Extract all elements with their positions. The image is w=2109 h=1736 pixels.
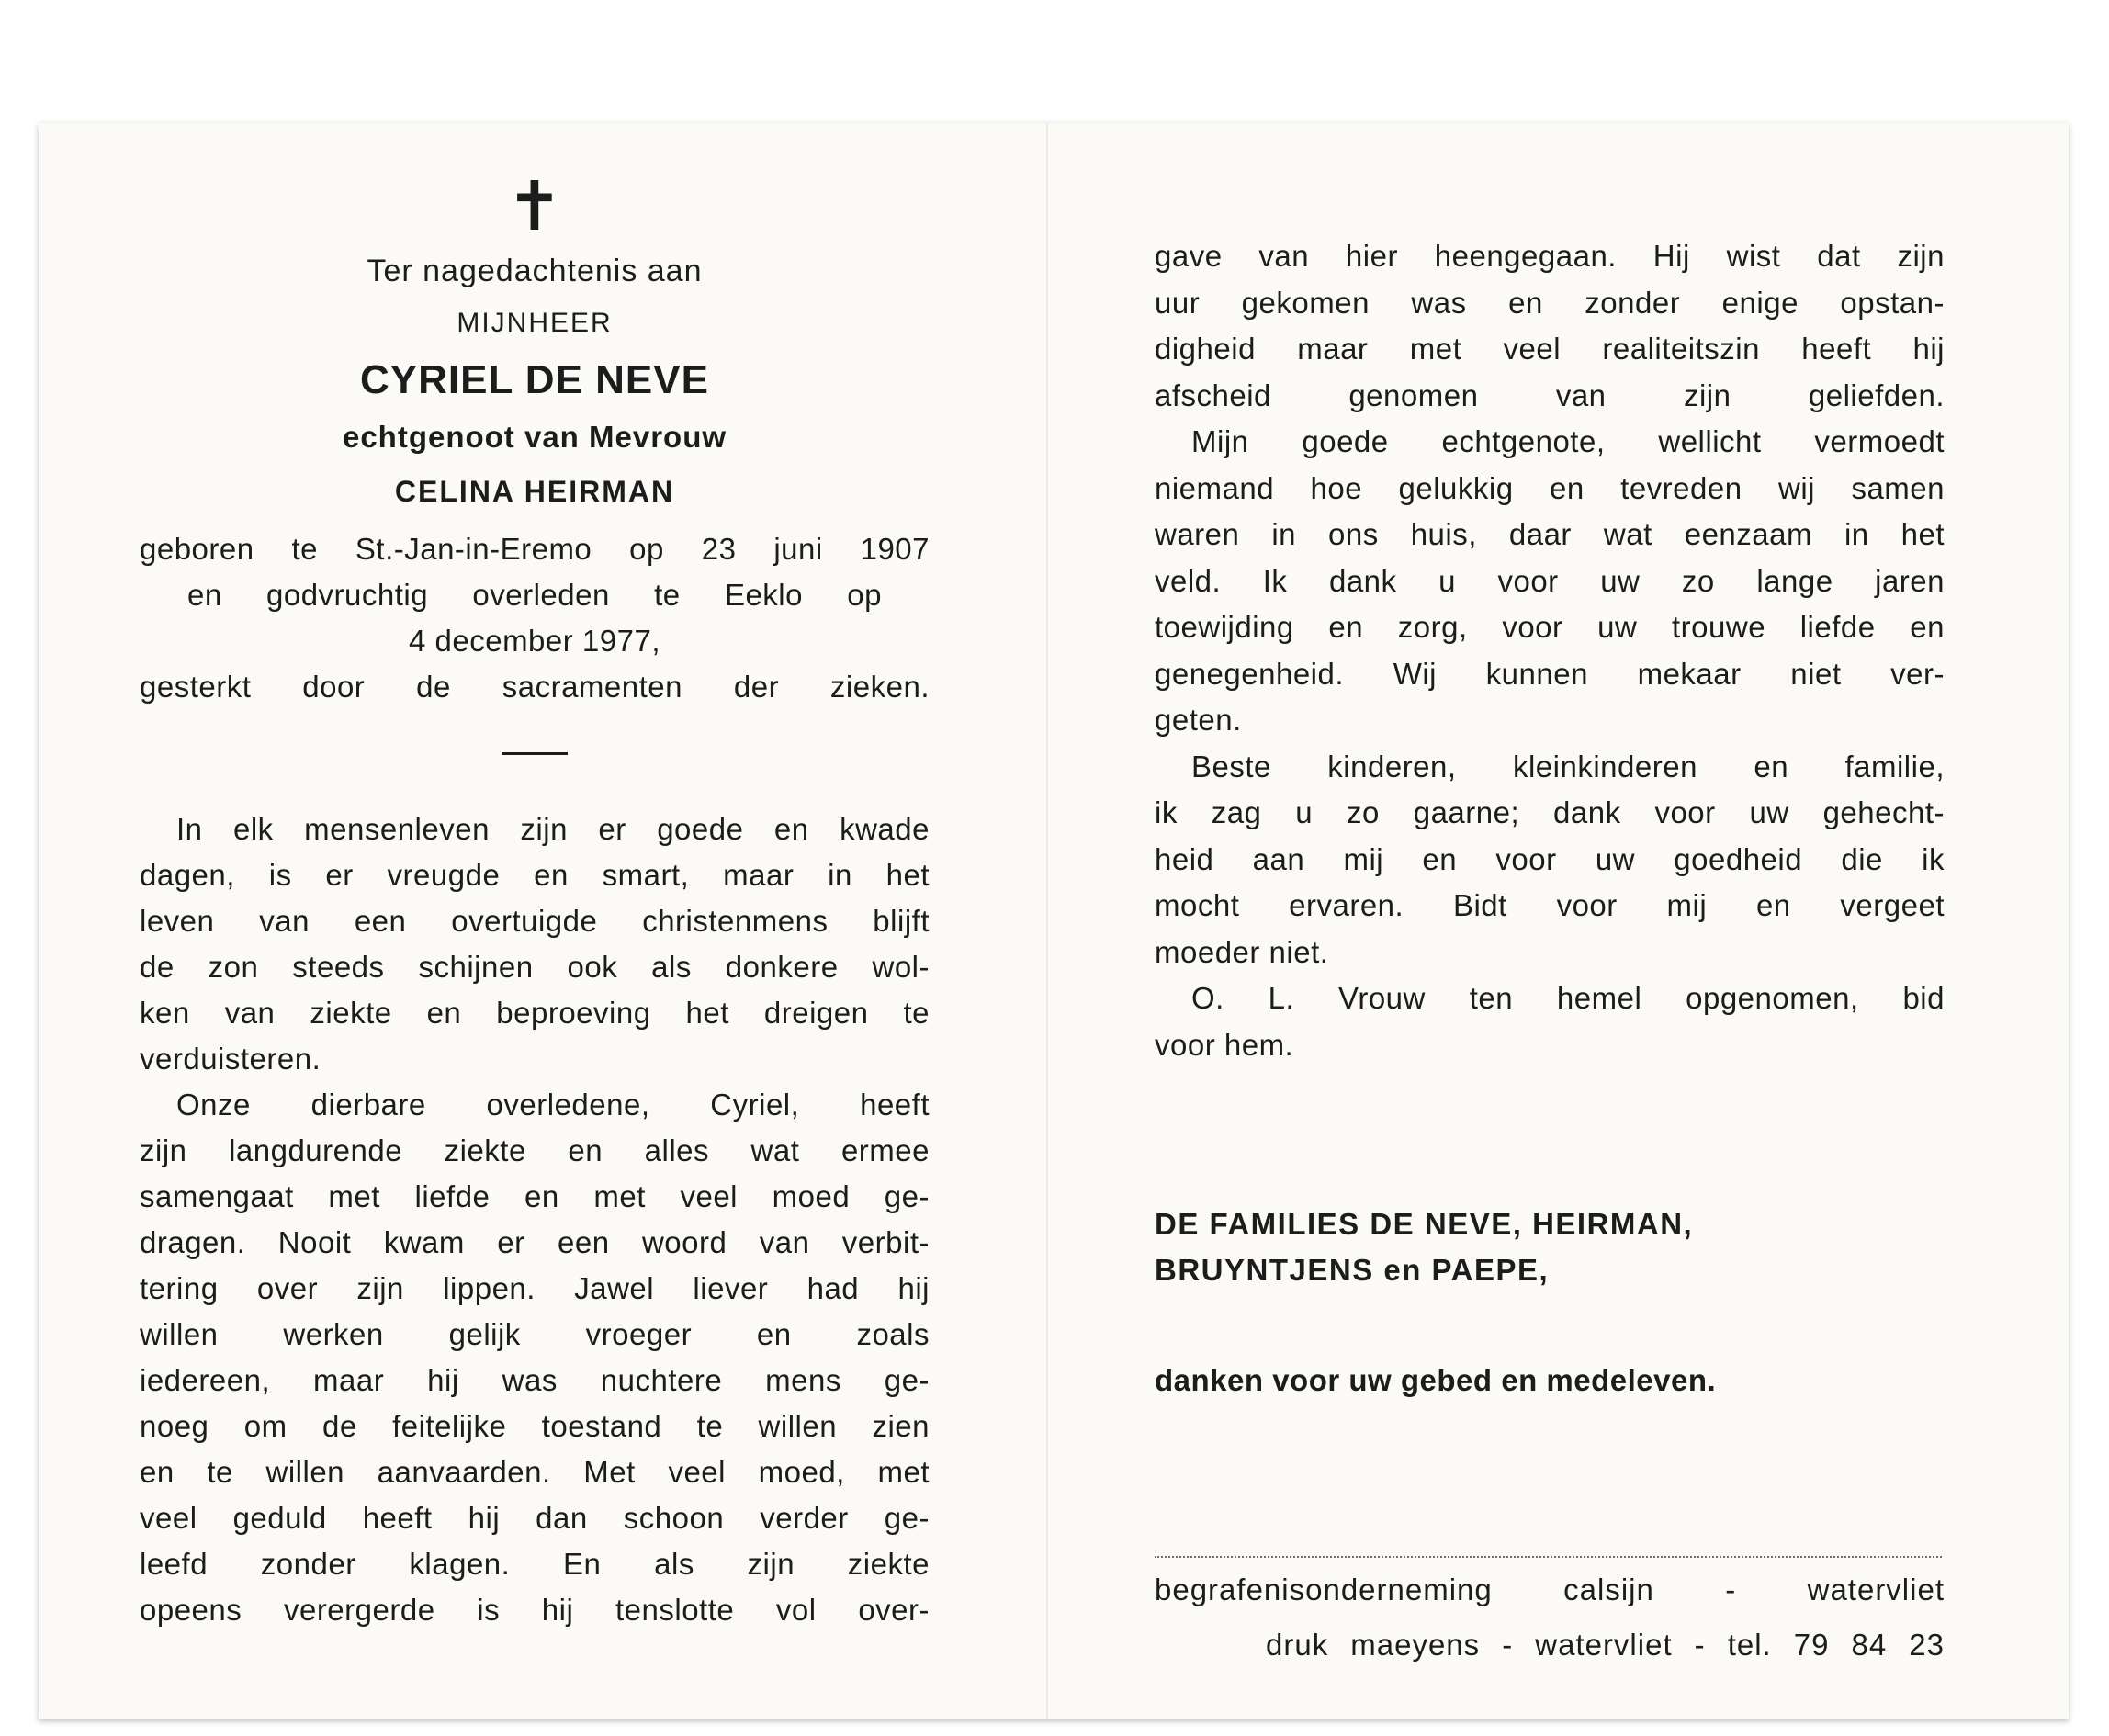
right-panel	[1155, 233, 1945, 1068]
text-line: Mijn goede echtgenote, wellicht vermoedt	[1191, 424, 1945, 458]
text-line: digheid maar met veel realiteitszin heeft hij	[1155, 332, 1945, 366]
text-line: waren in ons huis, daar wat eenzaam in het	[1155, 517, 1945, 551]
text-line: dagen, is er vreugde en smart, maar in het	[140, 858, 930, 892]
text-line: In elk mensenleven zijn er goede en kwade	[176, 812, 930, 846]
thanks-line: danken voor uw gebed en medeleven.	[1155, 1363, 1717, 1397]
text-line: leven van een overtuigde christenmens blijft	[140, 904, 930, 938]
bio-line: geboren te St.-Jan-in-Eremo op 23 juni 1907	[140, 532, 930, 566]
card-fold	[1046, 123, 1048, 1719]
text-line: ken van ziekte en beproeving het dreigen te	[140, 996, 930, 1030]
paragraph	[1155, 419, 1945, 744]
text-line: en te willen aanvaarden. Met veel moed, met	[140, 1455, 930, 1489]
text-line: niemand hoe gelukkig en tevreden wij samen	[1155, 470, 1945, 505]
divider	[502, 752, 568, 755]
text-line: heid aan mij en voor uw goedheid die ik	[1155, 841, 1945, 876]
text-line: afscheid genomen van zijn geliefden.	[1155, 378, 1945, 412]
deceased-name: CYRIEL DE NEVE	[360, 357, 709, 402]
text-line: verduisteren.	[140, 1042, 321, 1076]
text-line: veld. Ik dank u voor uw zo lange jaren	[1155, 563, 1945, 598]
left-body-text	[140, 806, 930, 1633]
families-line: BRUYNTJENS en PAEPE,	[1155, 1253, 1550, 1287]
dotted-rule	[1155, 1556, 1942, 1558]
bio-block	[140, 526, 930, 710]
text-line: tering over zijn lippen. Jawel liever had hij	[140, 1271, 930, 1305]
spouse-name: CELINA HEIRMAN	[394, 475, 675, 508]
cross-icon: ✝	[505, 167, 563, 246]
bio-line: gesterkt door de sacramenten der zieken.	[140, 670, 930, 704]
paragraph	[140, 806, 930, 1082]
text-line: moeder niet.	[1155, 934, 1329, 969]
undertaker-line: begrafenisonderneming calsijn - watervliet	[1155, 1573, 1945, 1606]
text-line: opeens verergerde is hij tenslotte vol over-	[140, 1593, 930, 1627]
text-line: Onze dierbare overledene, Cyriel, heeft	[176, 1088, 930, 1122]
intro-line: Ter nagedachtenis aan	[367, 254, 703, 288]
text-line: willen werken gelijk vroeger en zoals	[140, 1317, 930, 1351]
title-prefix: MIJNHEER	[457, 308, 613, 338]
paragraph	[1155, 975, 1945, 1068]
text-line: geten.	[1155, 703, 1242, 737]
text-line: zijn langdurende ziekte en alles wat ermee	[140, 1133, 930, 1167]
text-line: Beste kinderen, kleinkinderen en familie,	[1191, 749, 1945, 783]
paragraph	[1155, 744, 1945, 976]
text-line: dragen. Nooit kwam er een woord van verbit-	[140, 1225, 930, 1259]
text-line: leefd zonder klagen. En als zijn ziekte	[140, 1547, 930, 1581]
families-line: DE FAMILIES DE NEVE, HEIRMAN,	[1155, 1207, 1694, 1241]
text-line: voor hem.	[1155, 1027, 1294, 1062]
printer-line: druk maeyens - watervliet - tel. 79 84 23	[1266, 1628, 1945, 1662]
text-line: iedereen, maar hij was nuchtere mens ge-	[140, 1363, 930, 1397]
left-panel	[140, 167, 930, 1633]
bio-line: 4 december 1977,	[408, 624, 660, 658]
paragraph	[1155, 233, 1945, 419]
families-block	[1155, 1201, 1798, 1293]
text-line: de zon steeds schijnen ook als donkere wol-	[140, 950, 930, 984]
text-line: O. L. Vrouw ten hemel opgenomen, bid	[1191, 981, 1945, 1015]
text-line: gave van hier heengegaan. Hij wist dat zijn	[1155, 239, 1945, 273]
text-line: toewijding en zorg, voor uw trouwe liefde en	[1155, 610, 1945, 644]
text-line: mocht ervaren. Bidt voor mij en vergeet	[1155, 888, 1945, 922]
text-line: samengaat met liefde en met veel moed ge-	[140, 1179, 930, 1213]
text-line: genegenheid. Wij kunnen mekaar niet ver-	[1155, 656, 1945, 691]
spouse-intro: echtgenoot van Mevrouw	[342, 420, 727, 454]
bio-line: en godvruchtig overleden te Eeklo op	[187, 578, 882, 612]
text-line: uur gekomen was en zonder enige opstan-	[1155, 285, 1945, 320]
paragraph	[140, 1082, 930, 1633]
text-line: noeg om de feitelijke toestand te willen zien	[140, 1409, 930, 1443]
text-line: veel geduld heeft hij dan schoon verder ge-	[140, 1501, 930, 1535]
text-line: ik zag u zo gaarne; dank voor uw gehecht-	[1155, 795, 1945, 829]
